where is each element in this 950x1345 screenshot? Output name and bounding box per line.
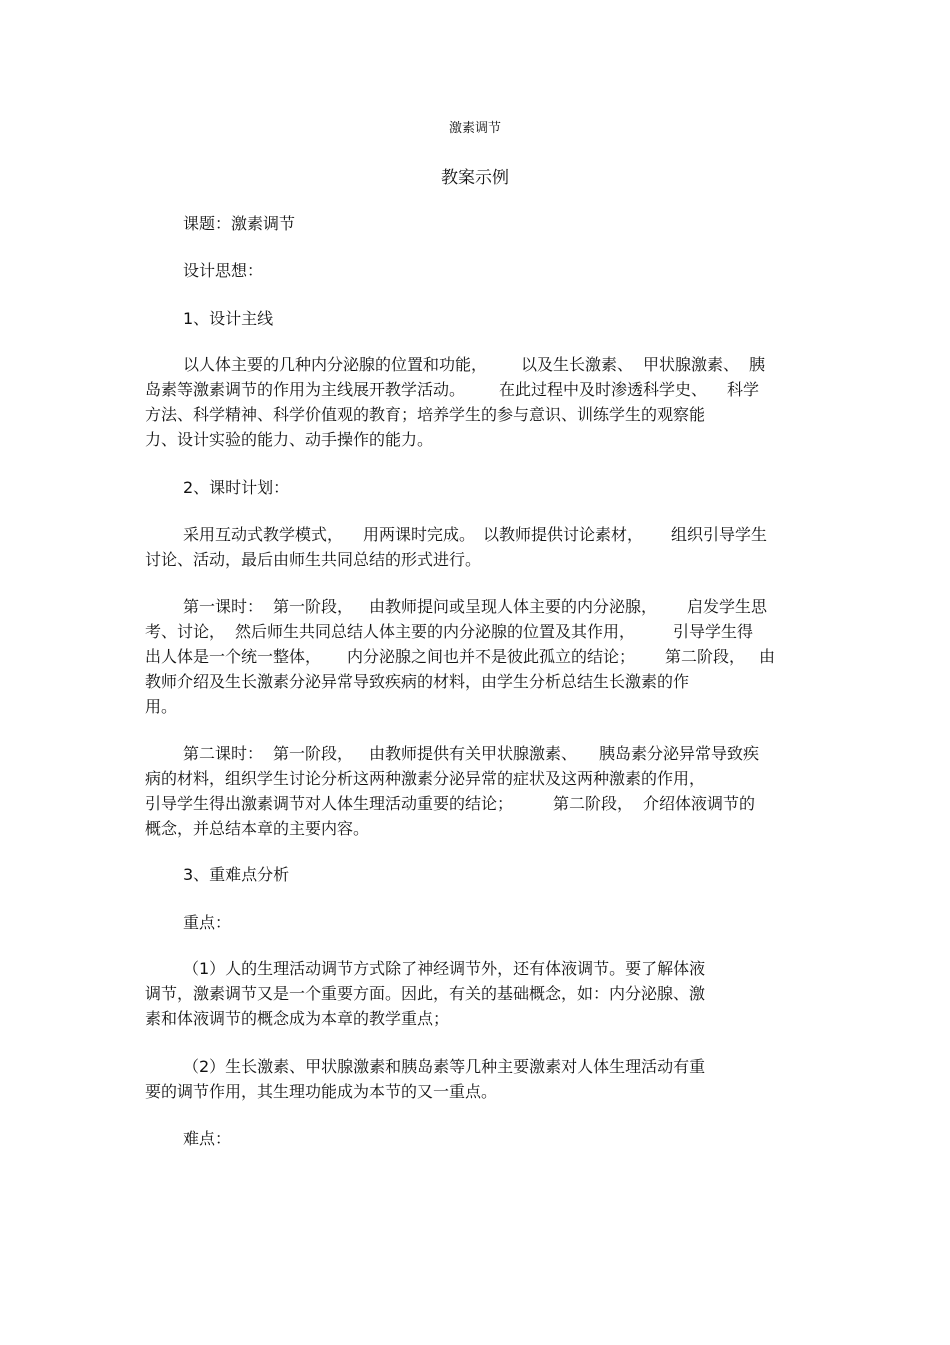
text-segment: 甲状腺激素、: [643, 355, 740, 374]
paragraph-line: 病的材料，组织学生讨论分析这两种激素分泌异常的症状及这两种激素的作用，: [145, 769, 706, 788]
paragraph-line: （1）人的生理活动调节方式除了神经调节外，还有体液调节。要了解体液: [183, 959, 706, 978]
text-segment: 在此过程中及时渗透科学史、: [499, 380, 708, 399]
text-segment: 胰岛素分泌异常导致疾: [599, 744, 760, 763]
text-segment: 第一阶段，: [273, 597, 354, 616]
text-segment: 组织引导学生: [671, 525, 768, 544]
subheading-schedule: 2、课时计划：: [183, 478, 290, 497]
text-segment: 引导学生得: [673, 622, 754, 641]
text-segment: 介绍体液调节的: [643, 794, 756, 813]
text-segment: 由: [759, 647, 776, 666]
paragraph-line: [183, 352, 848, 377]
document-main-title: 教案示例: [441, 168, 509, 188]
text-segment: 然后师生共同总结人体主要的内分泌腺的位置及其作用，: [235, 622, 636, 641]
text-segment: 启发学生思: [687, 597, 768, 616]
heading-key-point: 重点：: [183, 913, 232, 932]
text-segment: 引导学生得出激素调节对人体生理活动重要的结论；: [145, 794, 514, 813]
paragraph-line: [145, 644, 810, 669]
lesson-topic: 课题：激素调节: [183, 214, 296, 233]
text-segment: 以教师提供讨论素材，: [483, 525, 644, 544]
paragraph-line: 方法、科学精神、科学价值观的教育；培养学生的参与意识、训练学生的观察能: [145, 405, 706, 424]
subheading-main-line: 1、设计主线: [183, 309, 274, 328]
text-segment: 第二阶段，: [665, 647, 746, 666]
text-segment: 出人体是一个统一整体，: [145, 647, 322, 666]
text-segment: 以及生长激素、: [521, 355, 634, 374]
text-segment: 第一课时：: [183, 597, 264, 616]
heading-difficulty: 难点：: [183, 1129, 232, 1148]
paragraph-line: [145, 377, 810, 402]
paragraph-line: [145, 791, 810, 816]
text-segment: 科学: [727, 380, 760, 399]
text-segment: 由教师提供有关甲状腺激素、: [369, 744, 578, 763]
text-segment: 胰: [749, 355, 766, 374]
paragraph-line: 讨论、活动，最后由师生共同总结的形式进行。: [145, 550, 482, 569]
text-segment: 用两课时完成。: [363, 525, 476, 544]
paragraph-line: 概念，并总结本章的主要内容。: [145, 819, 370, 838]
text-segment: 第二阶段，: [553, 794, 634, 813]
text-segment: 第一阶段，: [273, 744, 354, 763]
paragraph-line: 力、设计实验的能力、动手操作的能力。: [145, 430, 434, 449]
paragraph-line: 用。: [145, 697, 178, 716]
paragraph-line: （2）生长激素、甲状腺激素和胰岛素等几种主要激素对人体生理活动有重: [183, 1057, 706, 1076]
paragraph-line: [183, 741, 848, 766]
paragraph-line: 调节，激素调节又是一个重要方面。因此，有关的基础概念，如：内分泌腺、激: [145, 984, 706, 1003]
paragraph-line: 素和体液调节的概念成为本章的教学重点；: [145, 1009, 450, 1028]
text-segment: 由教师提问或呈现人体主要的内分泌腺，: [369, 597, 658, 616]
paragraph-line: [183, 594, 848, 619]
subheading-key-points: 3、重难点分析: [183, 865, 290, 884]
paragraph-line: [145, 619, 810, 644]
paragraph-line: 要的调节作用，其生理功能成为本节的又一重点。: [145, 1082, 498, 1101]
text-segment: 考、讨论，: [145, 622, 226, 641]
paragraph-line: [183, 522, 848, 547]
paragraph-line: 教师介绍及生长激素分泌异常导致疾病的材料，由学生分析总结生长激素的作: [145, 672, 690, 691]
text-segment: 第二课时：: [183, 744, 264, 763]
text-segment: 内分泌腺之间也并不是彼此孤立的结论；: [347, 647, 636, 666]
text-segment: 以人体主要的几种内分泌腺的位置和功能，: [183, 355, 488, 374]
section-heading-design: 设计思想：: [183, 261, 264, 280]
text-segment: 岛素等激素调节的作用为主线展开教学活动。: [145, 380, 466, 399]
text-segment: 采用互动式教学模式，: [183, 525, 344, 544]
document-header-title: 激素调节: [448, 121, 501, 136]
